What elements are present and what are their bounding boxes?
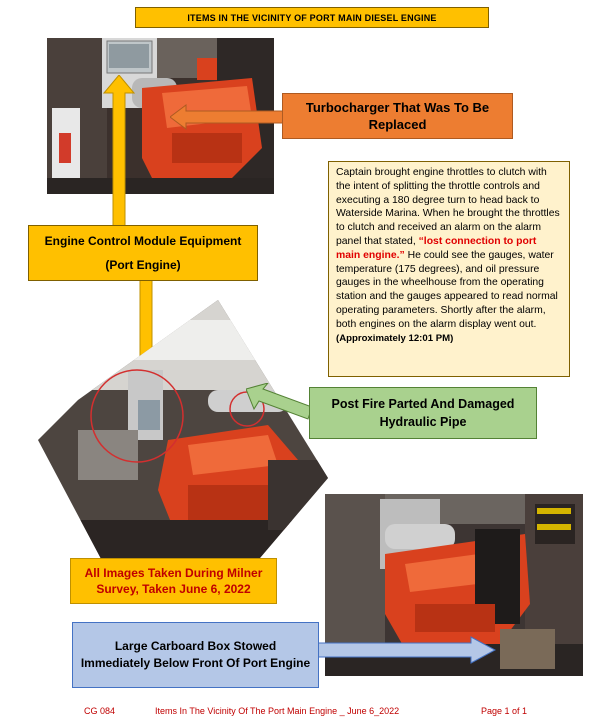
ecm-callout-subtitle: (Port Engine)	[105, 258, 181, 272]
cardboard-box-callout-text: Large Carboard Box Stowed Immediately Below Front Of Port Engine	[80, 639, 311, 670]
cardboard-box-callout	[72, 622, 319, 688]
narrative-text-2: He could see the gauges, water temperature (175 degrees), and oil pressure gauges in the wheelhouse from the operating station and the gauges appeared to read normal operating parameters. Shortly after the alarm, both engines on the alarm display went out.	[336, 249, 558, 330]
photo-engine-middle	[38, 300, 328, 572]
turbo-arrow	[170, 104, 285, 130]
footer-doc-id: CG 084	[84, 706, 116, 716]
turbocharger-callout	[282, 93, 513, 139]
alarm-time: (Approximately 12:01 PM)	[336, 332, 454, 344]
photo-engine-middle-image	[38, 300, 328, 572]
turbocharger-callout-text: Turbocharger That Was To Be Replaced	[305, 100, 490, 132]
ecm-callout	[28, 225, 258, 281]
ecm-callout-title: Engine Control Module Equipment	[44, 234, 242, 248]
hydraulic-pipe-callout-text: Post Fire Parted And Damaged Hydraulic Pipe	[331, 397, 515, 429]
hydraulic-arrow	[246, 383, 312, 433]
page-title: ITEMS IN THE VICINITY OF PORT MAIN DIESEL ENGINE	[187, 12, 437, 23]
hydraulic-pipe-callout	[309, 387, 537, 439]
images-taken-note-text: All Images Taken During Milner Survey, Taken June 6, 2022	[84, 566, 263, 596]
ecm-up-arrow	[103, 75, 135, 227]
images-taken-note	[70, 558, 277, 604]
narrative-note	[328, 161, 570, 377]
page-title-banner	[135, 7, 489, 28]
cardboard-arrow	[316, 636, 496, 664]
narrative-text-1: Captain brought engine throttles to clutch with the intent of splitting the throttle controls and executing a 180 degree turn to head back to Waterside Marina. When he brought the throttles to clutch and received an alarm on the alarm panel that stated,	[336, 167, 560, 247]
footer-page-number: Page 1 of 1	[481, 706, 528, 716]
footer-caption: Items In The Vicinity Of The Port Main Engine _ June 6_2022	[155, 706, 400, 716]
alarm-quote: “lost connection to port main engine.”	[336, 235, 537, 261]
